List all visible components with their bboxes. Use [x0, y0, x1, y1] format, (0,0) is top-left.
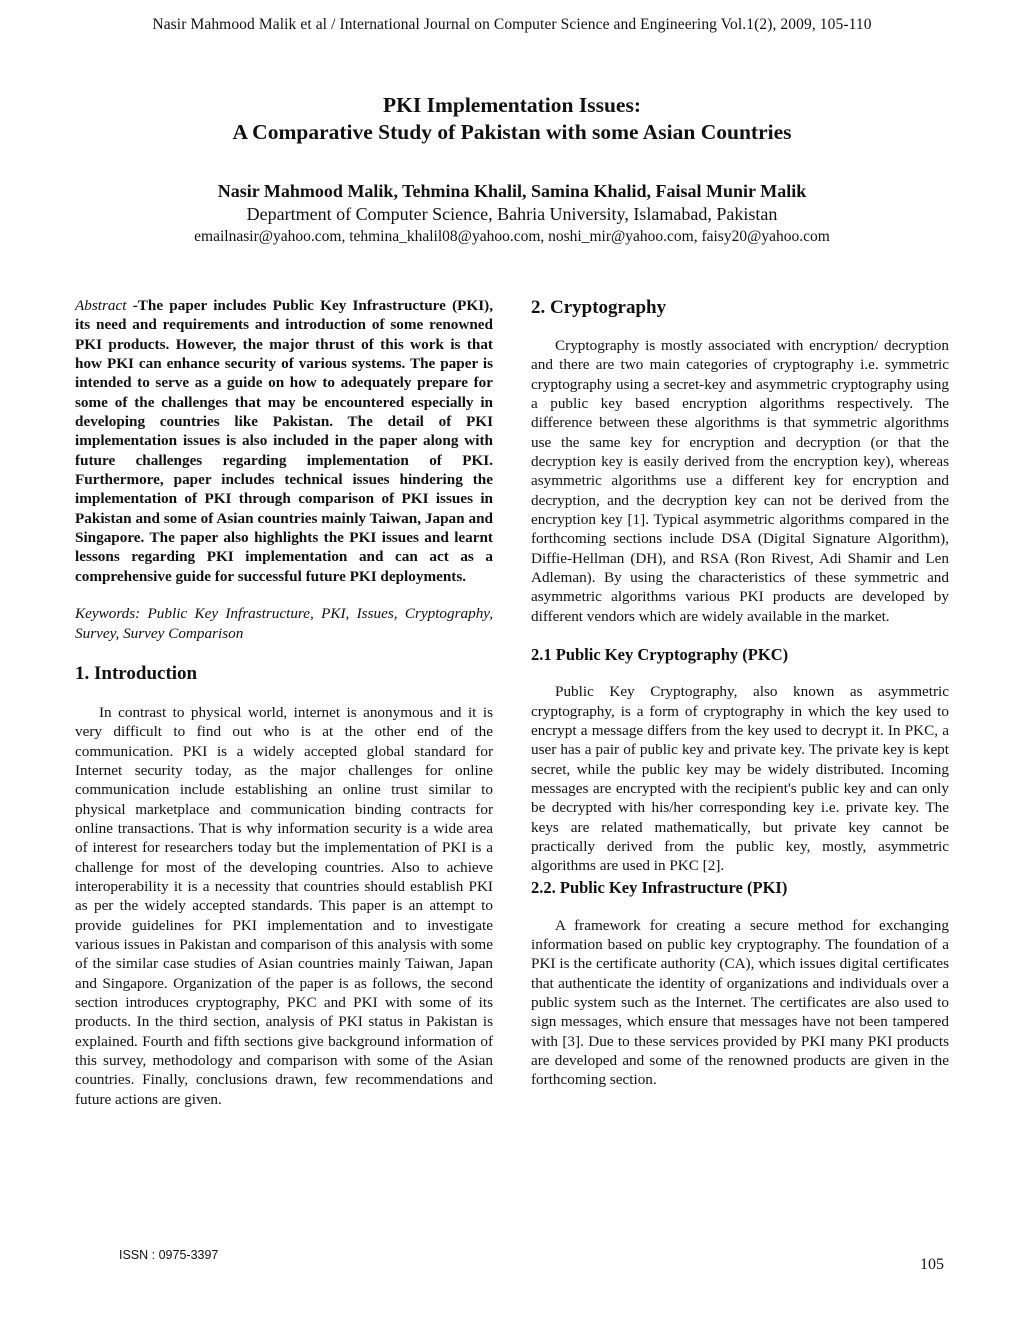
author-list: Nasir Mahmood Malik, Tehmina Khalil, Samina Khalid, Faisal Munir Malik [217, 181, 807, 201]
left-column [75, 296, 493, 1109]
section-heading-cryptography: 2. Cryptography [531, 297, 667, 318]
abstract-text: -The paper includes Public Key Infrastructure (PKI), its need and requirements and introduction of some renowned PKI products. However, the major thrust of this work is that how PKI can enhance security of various systems. The paper is intended to serve as a guide on how to adequately prepare for some of the challenges that may be encountered especially in developing countries like Pakistan. The detail of PKI implementation issues is also included in the paper along with future challenges regarding implementation of PKI. Furthermore, paper includes technical issues hindering the implementation of PKI through comparison of PKI issues in Pakistan and some of Asian countries mainly Taiwan, Japan and Singapore. The paper also highlights the PKI issues and learnt lessons regarding PKI implementation and can act as a comprehensive guide for successful future PKI deployments. [75, 297, 493, 585]
affiliation: Department of Computer Science, Bahria University, Islamabad, Pakistan [246, 204, 778, 224]
title-line-2: A Comparative Study of Pakistan with some Asian Countries [232, 120, 792, 144]
abstract-label: Abstract [75, 297, 127, 314]
cryptography-paragraph: Cryptography is mostly associated with encryption/ decryption and there are two main categories of cryptography i.e. symmetric cryptography using a secret-key and asymmetric cryptography using a public key based encryption algorithms respectively. The difference between these algorithms is that symmetric algorithms use the same key for encryption and decryption (or that the decryption key is easily derived from the encryption key), whereas asymmetric algorithms use a different key for encryption and decryption, and the decryption key can not be derived from the encryption key [1]. Typical asymmetric algorithms compared in the forthcoming sections include DSA (Digital Signature Algorithm), Diffie-Hellman (DH), and RSA (Ron Rivest, Adi Shamir and Len Adleman). By using the characteristics of these symmetric and asymmetric algorithms various PKI products are developed by different vendors which are widely available in the market. [531, 337, 949, 625]
section-heading-pkc: 2.1 Public Key Cryptography (PKC) [531, 645, 789, 665]
keywords: Keywords: Public Key Infrastructure, PKI, Issues, Cryptography, Survey, Survey Comparison [75, 605, 493, 642]
paper-title [0, 92, 1024, 146]
right-column [531, 296, 949, 1090]
running-header: Nasir Mahmood Malik et al / International Journal on Computer Science and Engineering Vol.1(2), 2009, 105-110 [152, 16, 872, 33]
section-heading-pki: 2.2. Public Key Infrastructure (PKI) [531, 877, 788, 897]
pki-paragraph: A framework for creating a secure method for exchanging information based on public key cryptography. The foundation of a PKI is the certificate authority (CA), which issues digital certificates that authenticate the identity of organizations and individuals over a public system such as the Internet. The certificates are also used to sign messages, which ensure that messages have not been tampered with [3]. Due to these services provided by PKI many PKI products are developed and some of the renowned products are given in the forthcoming section. [531, 916, 949, 1089]
section-heading-introduction: 1. Introduction [75, 662, 198, 684]
abstract [75, 296, 493, 586]
page-number: 105 [920, 1256, 944, 1273]
introduction-paragraph: In contrast to physical world, internet is anonymous and it is very difficult to find out who is at the other end of the communication. PKI is a widely accepted global standard for Internet security today, as the major challenges for online communication include establishing an online trust similar to physical marketplace and communication binding contracts for online transactions. That is why information security is a wide area of interest for researchers today but the implementation of PKI is a challenge for most of the developing countries. Also to achieve interoperability it is a necessity that countries should establish PKI as per the widely accepted standards. This paper is an attempt to provide guidelines for PKI implementation and to investigate various issues in Pakistan and comparison of this analysis with some of the similar case studies of Asian countries mainly Taiwan, Japan and Singapore. Organization of the paper is as follows, the second section introduces cryptography, PKC and PKI with some of its products. In the third section, analysis of PKI status in Pakistan is explained. Fourth and fifth sections give background information of this survey, methodology and comparison with some of the Asian countries. Finally, conclusions drawn, few recommendations and future actions are given. [75, 703, 493, 1108]
title-line-1: PKI Implementation Issues: [382, 93, 641, 117]
footer-issn: ISSN : 0975-3397 [119, 1248, 219, 1262]
pkc-paragraph: Public Key Cryptography, also known as asymmetric cryptography, is a form of cryptography in which the key used to encrypt a message differs from the key used to decrypt it. In PKC, a user has a pair of public key and private key. The private key is kept secret, while the public key may be widely distributed. Incoming messages are encrypted with the recipient's public key and can only be decrypted with his/her corresponding key i.e. private key. The keys are related mathematically, but private key cannot be practically derived from the public key, mostly, asymmetric algorithms are used in PKC [2]. [531, 683, 949, 875]
author-emails: emailnasir@yahoo.com, tehmina_khalil08@yahoo.com, noshi_mir@yahoo.com, faisy20@yahoo.com [194, 228, 830, 245]
